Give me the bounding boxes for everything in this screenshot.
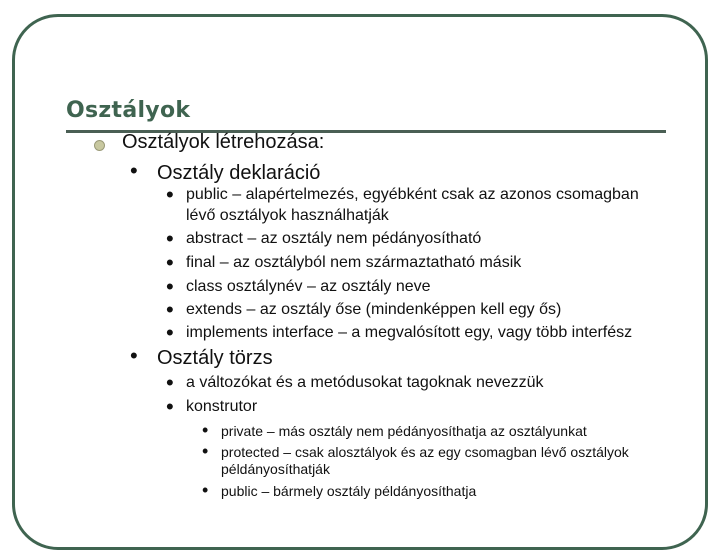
body-item: konstrutor: [186, 398, 258, 415]
declaration-item: extends – az osztály őse (mindenképpen kell egy ős): [186, 301, 562, 318]
bullet-icon: •: [202, 420, 209, 440]
bullet-icon: •: [166, 394, 174, 419]
bullet-icon: •: [202, 480, 209, 500]
bullet-icon: •: [130, 343, 138, 368]
bullet-icon: •: [166, 250, 174, 275]
bullet-icon: •: [166, 297, 174, 322]
declaration-item: abstract – az osztály nem pédányosítható: [186, 230, 482, 247]
body-heading: Osztály törzs: [157, 347, 273, 369]
bullet-icon: •: [166, 182, 174, 207]
declaration-item: class osztálynév – az osztály neve: [186, 278, 431, 295]
bullet-icon: •: [130, 158, 138, 183]
body-sub-item: public – bármely osztály példányosíthatja: [221, 483, 477, 499]
slide-title: Osztályok: [66, 98, 191, 123]
body-sub-item: private – más osztály nem pédányosíthatja az osztályunkat: [221, 423, 587, 439]
declaration-heading: Osztály deklaráció: [157, 162, 321, 184]
body-sub-item: protected – csak alosztályok és az egy csomagban lévő osztályok: [221, 444, 629, 460]
level0-bullet-icon: [94, 140, 105, 151]
declaration-item-continued: lévő osztályok használhatják: [186, 207, 389, 224]
bullet-icon: •: [166, 320, 174, 345]
body-sub-item-continued: példányosíthatják: [221, 461, 330, 477]
bullet-icon: •: [202, 441, 209, 461]
declaration-item: public – alapértelmezés, egyébként csak az azonos csomagban: [186, 186, 639, 203]
level0-text: Osztályok létrehozása:: [122, 131, 325, 153]
bullet-icon: •: [166, 274, 174, 299]
declaration-item: implements interface – a megvalósított egy, vagy több interfész: [186, 324, 633, 341]
bullet-icon: •: [166, 226, 174, 251]
bullet-icon: •: [166, 370, 174, 395]
body-item: a változókat és a metódusokat tagoknak nevezzük: [186, 374, 544, 391]
declaration-item: final – az osztályból nem származtatható másik: [186, 254, 522, 271]
